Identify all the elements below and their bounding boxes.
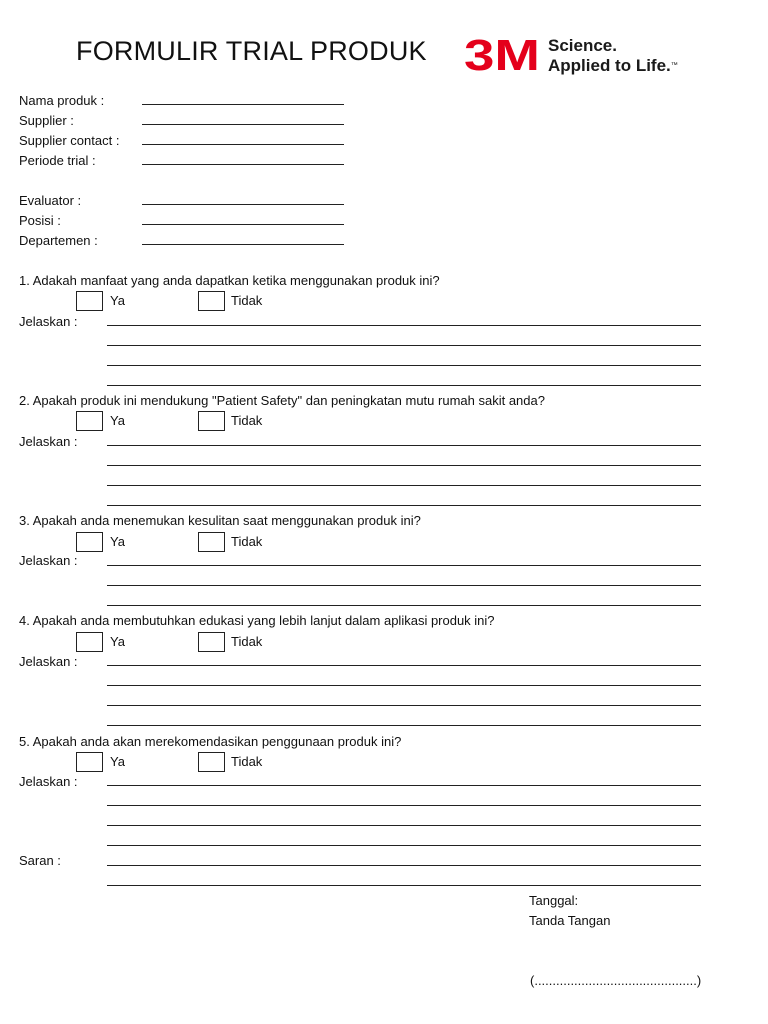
question-1-explain-label: Jelaskan : bbox=[19, 314, 78, 329]
question-1-explain-line[interactable] bbox=[107, 325, 701, 326]
question-3-explain-line[interactable] bbox=[107, 585, 701, 586]
question-2-no-checkbox[interactable] bbox=[198, 411, 225, 431]
logo-tagline bbox=[548, 36, 678, 76]
field-label-periode-trial: Periode trial : bbox=[19, 153, 96, 168]
question-1-no-checkbox[interactable] bbox=[198, 291, 225, 311]
trademark-mark: ™ bbox=[670, 62, 678, 69]
suggestion-line[interactable] bbox=[107, 885, 701, 886]
suggestion-label: Saran : bbox=[19, 853, 61, 868]
field-label-supplier: Supplier : bbox=[19, 113, 74, 128]
question-5-no-label: Tidak bbox=[231, 754, 263, 769]
field-line-nama-produk[interactable] bbox=[142, 104, 344, 105]
field-line-posisi[interactable] bbox=[142, 224, 344, 225]
field-line-evaluator[interactable] bbox=[142, 204, 344, 205]
date-label: Tanggal: bbox=[529, 893, 579, 908]
question-1-yes-label: Ya bbox=[110, 293, 125, 308]
question-4-explain-label: Jelaskan : bbox=[19, 654, 78, 669]
question-5-no-checkbox[interactable] bbox=[198, 752, 225, 772]
question-2-explain-label: Jelaskan : bbox=[19, 434, 78, 449]
question-5-yes-checkbox[interactable] bbox=[76, 752, 103, 772]
question-5-yes-label: Ya bbox=[110, 754, 125, 769]
3m-logo-mark bbox=[464, 36, 540, 74]
field-line-supplier[interactable] bbox=[142, 124, 344, 125]
question-4-explain-line[interactable] bbox=[107, 685, 701, 686]
field-label-supplier-contact: Supplier contact : bbox=[19, 133, 120, 148]
question-4-yes-label: Ya bbox=[110, 634, 125, 649]
question-5-explain-line[interactable] bbox=[107, 785, 701, 786]
form-title: FORMULIR TRIAL PRODUK bbox=[76, 36, 427, 66]
field-line-periode-trial[interactable] bbox=[142, 164, 344, 165]
question-2-explain-line[interactable] bbox=[107, 485, 701, 486]
question-3-explain-line[interactable] bbox=[107, 565, 701, 566]
question-2-yes-label: Ya bbox=[110, 413, 125, 428]
suggestion-line[interactable] bbox=[107, 865, 701, 866]
question-1-yes-checkbox[interactable] bbox=[76, 291, 103, 311]
question-1-no-label: Tidak bbox=[231, 293, 263, 308]
question-3-explain-label: Jelaskan : bbox=[19, 553, 78, 568]
logo-tagline-text: Applied to Life. bbox=[548, 56, 671, 75]
question-5-explain-line[interactable] bbox=[107, 825, 701, 826]
question-5-explain-line[interactable] bbox=[107, 845, 701, 846]
question-2-yes-checkbox[interactable] bbox=[76, 411, 103, 431]
logo-tagline-line-2 bbox=[548, 56, 678, 76]
question-1-explain-line[interactable] bbox=[107, 345, 701, 346]
question-3-no-label: Tidak bbox=[231, 534, 263, 549]
question-2-explain-line[interactable] bbox=[107, 445, 701, 446]
field-label-evaluator: Evaluator : bbox=[19, 193, 82, 208]
question-1-explain-line[interactable] bbox=[107, 385, 701, 386]
question-3-no-checkbox[interactable] bbox=[198, 532, 225, 552]
field-label-departemen: Departemen : bbox=[19, 233, 98, 248]
field-line-supplier-contact[interactable] bbox=[142, 144, 344, 145]
question-3-explain-line[interactable] bbox=[107, 605, 701, 606]
field-label-nama-produk: Nama produk : bbox=[19, 93, 105, 108]
brand-logo bbox=[464, 36, 694, 80]
field-line-departemen[interactable] bbox=[142, 244, 344, 245]
question-3-yes-label: Ya bbox=[110, 534, 125, 549]
signature-label: Tanda Tangan bbox=[529, 913, 611, 928]
question-4-yes-checkbox[interactable] bbox=[76, 632, 103, 652]
question-4-no-label: Tidak bbox=[231, 634, 263, 649]
question-2-explain-line[interactable] bbox=[107, 505, 701, 506]
question-1-explain-line[interactable] bbox=[107, 365, 701, 366]
signature-name-field[interactable]: (.............................................) bbox=[530, 973, 702, 988]
question-2-no-label: Tidak bbox=[231, 413, 263, 428]
logo-tagline-line-1: Science. bbox=[548, 36, 617, 55]
question-3-text: 3. Apakah anda menemukan kesulitan saat menggunakan produk ini? bbox=[19, 513, 421, 528]
question-5-explain-line[interactable] bbox=[107, 805, 701, 806]
question-2-explain-line[interactable] bbox=[107, 465, 701, 466]
question-5-text: 5. Apakah anda akan merekomendasikan penggunaan produk ini? bbox=[19, 734, 402, 749]
question-3-yes-checkbox[interactable] bbox=[76, 532, 103, 552]
question-4-explain-line[interactable] bbox=[107, 725, 701, 726]
question-4-text: 4. Apakah anda membutuhkan edukasi yang lebih lanjut dalam aplikasi produk ini? bbox=[19, 613, 495, 628]
question-4-explain-line[interactable] bbox=[107, 705, 701, 706]
field-label-posisi: Posisi : bbox=[19, 213, 61, 228]
logo-mark-text: 3M bbox=[464, 36, 540, 74]
question-1-text: 1. Adakah manfaat yang anda dapatkan ketika menggunakan produk ini? bbox=[19, 273, 440, 288]
question-5-explain-label: Jelaskan : bbox=[19, 774, 78, 789]
question-2-text: 2. Apakah produk ini mendukung "Patient Safety" dan peningkatan mutu rumah sakit anda? bbox=[19, 393, 545, 408]
question-4-explain-line[interactable] bbox=[107, 665, 701, 666]
question-4-no-checkbox[interactable] bbox=[198, 632, 225, 652]
